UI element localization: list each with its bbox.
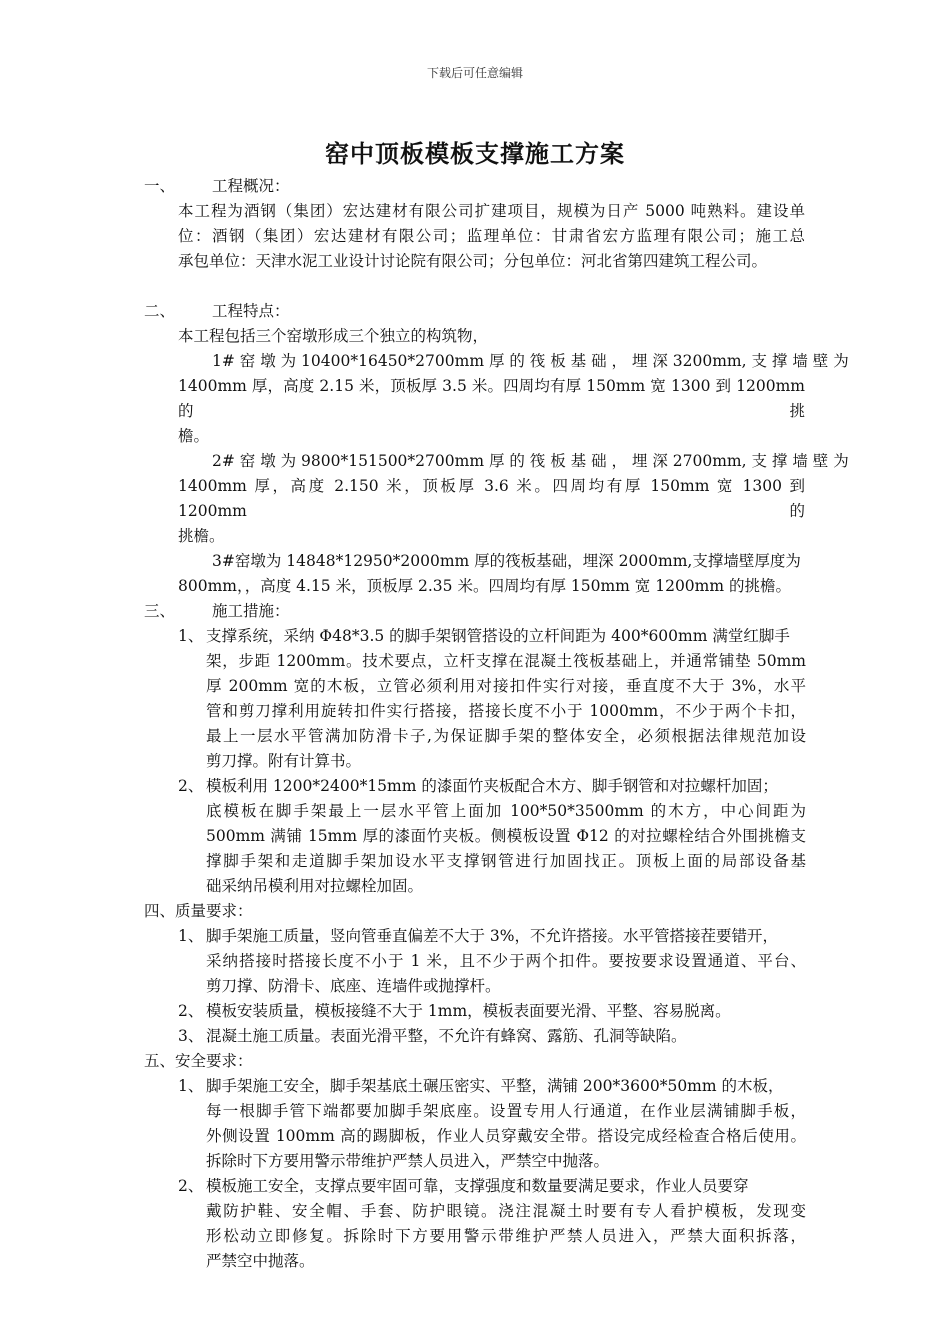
- paragraph-line: 檐。: [178, 427, 210, 445]
- list-item: [0, 1074, 950, 1099]
- section-title: 四、质量要求：: [144, 902, 253, 920]
- list-item: [0, 1174, 950, 1199]
- item-text: 模板安装质量，模板接缝不大于 1mm，模板表面要光滑、平整、容易脱离。: [206, 1002, 731, 1020]
- document-title: 窑中顶板模板支撑施工方案: [325, 139, 625, 168]
- section-heading: [0, 1049, 950, 1074]
- list-item: [0, 774, 950, 799]
- item-text: 混凝土施工质量。表面光滑平整，不允许有蜂窝、露筋、孔洞等缺陷。: [206, 1027, 687, 1045]
- item-line: 础采纳吊模利用对拉螺栓加固。: [206, 877, 424, 895]
- item-number: 2、: [178, 777, 204, 795]
- item-line: 底模板在脚手架最上一层水平管上面加 100*50*3500mm 的木方，中心间距为: [206, 802, 806, 820]
- item-text: 支撑系统，采纳 Φ48*3.5 的脚手架钢管搭设的立杆间距为 400*600mm 满堂红脚手: [206, 627, 790, 645]
- paragraph-line: 本工程为酒钢（集团）宏达建材有限公司扩建项目，规模为日产 5000 吨熟料。建设单: [178, 202, 805, 220]
- section-title: 工程概况：: [212, 177, 290, 195]
- item-line: 严禁空中抛落。: [206, 1252, 315, 1270]
- paragraph-line: 1400mm 厚，高度 2.15 米，顶板厚 3.5 米。四周均有厚 150mm 宽 1300 到 1200mm 的挑: [178, 377, 805, 420]
- item-line: 拆除时下方要用警示带维护严禁人员进入，严禁空中抛落。: [206, 1152, 610, 1170]
- item-number: 3、: [178, 1027, 204, 1045]
- paragraph-line: 承包单位：天津水泥工业设计讨论院有限公司；分包单位：河北省第四建筑工程公司。: [178, 252, 768, 270]
- item-number: 1、: [178, 1077, 204, 1095]
- paragraph-line: 挑檐。: [178, 527, 225, 545]
- item-line: 架，步距 1200mm。技术要点，立杆支撑在混凝土筏板基础上，并通常铺垫 50mm: [206, 652, 806, 670]
- paragraph-line: 3#窑墩为 14848*12950*2000mm 厚的筏板基础，埋深 2000mm,支撑墙壁厚度为: [212, 552, 801, 570]
- item-line: 采纳搭接时搭接长度不小于 1 米，且不少于两个扣件。要按要求设置通道、平台、: [206, 952, 806, 970]
- item-line: 戴防护鞋、安全帽、手套、防护眼镜。浇注混凝土时要有专人看护模板，发现变: [206, 1202, 806, 1220]
- item-line: 最上一层水平管满加防滑卡子,为保证脚手架的整体安全，必须根据法律规范加设: [206, 727, 806, 745]
- section-heading: [0, 174, 950, 199]
- section-heading: [0, 599, 950, 624]
- item-line: 500mm 满铺 15mm 厚的漆面竹夹板。侧模板设置 Φ12 的对拉螺栓结合外围挑檐支: [206, 827, 806, 845]
- section-title: 五、安全要求：: [144, 1052, 253, 1070]
- item-line: 厚 200mm 宽的木板，立管必须利用对接扣件实行对接，垂直度不大于 3%，水平: [206, 677, 806, 695]
- item-text: 模板施工安全，支撑点要牢固可靠，支撑强度和数量要满足要求，作业人员要穿: [206, 1177, 749, 1195]
- section-number: 一、: [144, 177, 176, 195]
- item-line: 管和剪刀撑利用旋转扣件实行搭接，搭接长度不小于 1000mm，不少于两个卡扣，: [206, 702, 806, 720]
- item-number: 2、: [178, 1177, 204, 1195]
- paragraph-line: 本工程包括三个窑墩形成三个独立的构筑物，: [178, 327, 489, 345]
- item-line: 每一根脚手管下端都要加脚手架底座。设置专用人行通道，在作业层满铺脚手板，: [206, 1102, 806, 1120]
- section-title: 施工措施：: [212, 602, 290, 620]
- item-number: 1、: [178, 927, 204, 945]
- item-line: 剪刀撑。附有计算书。: [206, 752, 362, 770]
- item-line: 撑脚手架和走道脚手架加设水平支撑钢管进行加固找正。顶板上面的局部设备基: [206, 852, 806, 870]
- section-number: 二、: [144, 302, 176, 320]
- item-number: 2、: [178, 1002, 204, 1020]
- list-item: [0, 924, 950, 949]
- list-item: [0, 624, 950, 649]
- item-line: 外侧设置 100mm 高的踢脚板，作业人员穿戴安全带。搭设完成经检查合格后使用。: [206, 1127, 806, 1145]
- paragraph-line: 2# 窑 墩 为 9800*151500*2700mm 厚 的 筏 板 基 础 ， 埋 深 2700mm, 支 撑 墙 壁 为: [212, 452, 849, 470]
- section-heading: [0, 299, 950, 324]
- item-text: 脚手架施工质量，竖向管垂直偏差不大于 3%，不允许搭接。水平管搭接茬要错开，: [206, 927, 779, 945]
- paragraph-line: 位：酒钢（集团）宏达建材有限公司；监理单位：甘肃省宏方监理有限公司；施工总: [178, 227, 805, 245]
- page-header: 下载后可任意编辑: [426, 66, 523, 80]
- section-heading: [0, 899, 950, 924]
- paragraph-line: 1# 窑 墩 为 10400*16450*2700mm 厚 的 筏 板 基 础 ， 埋 深 3200mm, 支 撑 墙 壁 为: [212, 352, 849, 370]
- item-line: 剪刀撑、防滑卡、底座、连墙件或抛撑杆。: [206, 977, 501, 995]
- paragraph-line: 1400mm 厚，高度 2.150 米，顶板厚 3.6 米。四周均有厚 150mm 宽 1300 到 1200mm 的: [178, 477, 805, 520]
- item-number: 1、: [178, 627, 204, 645]
- document-body: [0, 174, 950, 1274]
- item-line: 形松动立即修复。拆除时下方要用警示带维护严禁人员进入，严禁大面积拆落，: [206, 1227, 806, 1245]
- section-title: 工程特点：: [212, 302, 290, 320]
- paragraph-line: 800mm，，高度 4.15 米，顶板厚 2.35 米。四周均有厚 150mm 宽 1200mm 的挑檐。: [178, 577, 791, 595]
- list-item: [0, 999, 950, 1024]
- section-number: 三、: [144, 602, 176, 620]
- list-item: [0, 1024, 950, 1049]
- item-text: 脚手架施工安全，脚手架基底土碾压密实、平整，满铺 200*3600*50mm 的木板，: [206, 1077, 784, 1095]
- item-text: 模板利用 1200*2400*15mm 的漆面竹夹板配合木方、脚手钢管和对拉螺杆加固；: [206, 777, 778, 795]
